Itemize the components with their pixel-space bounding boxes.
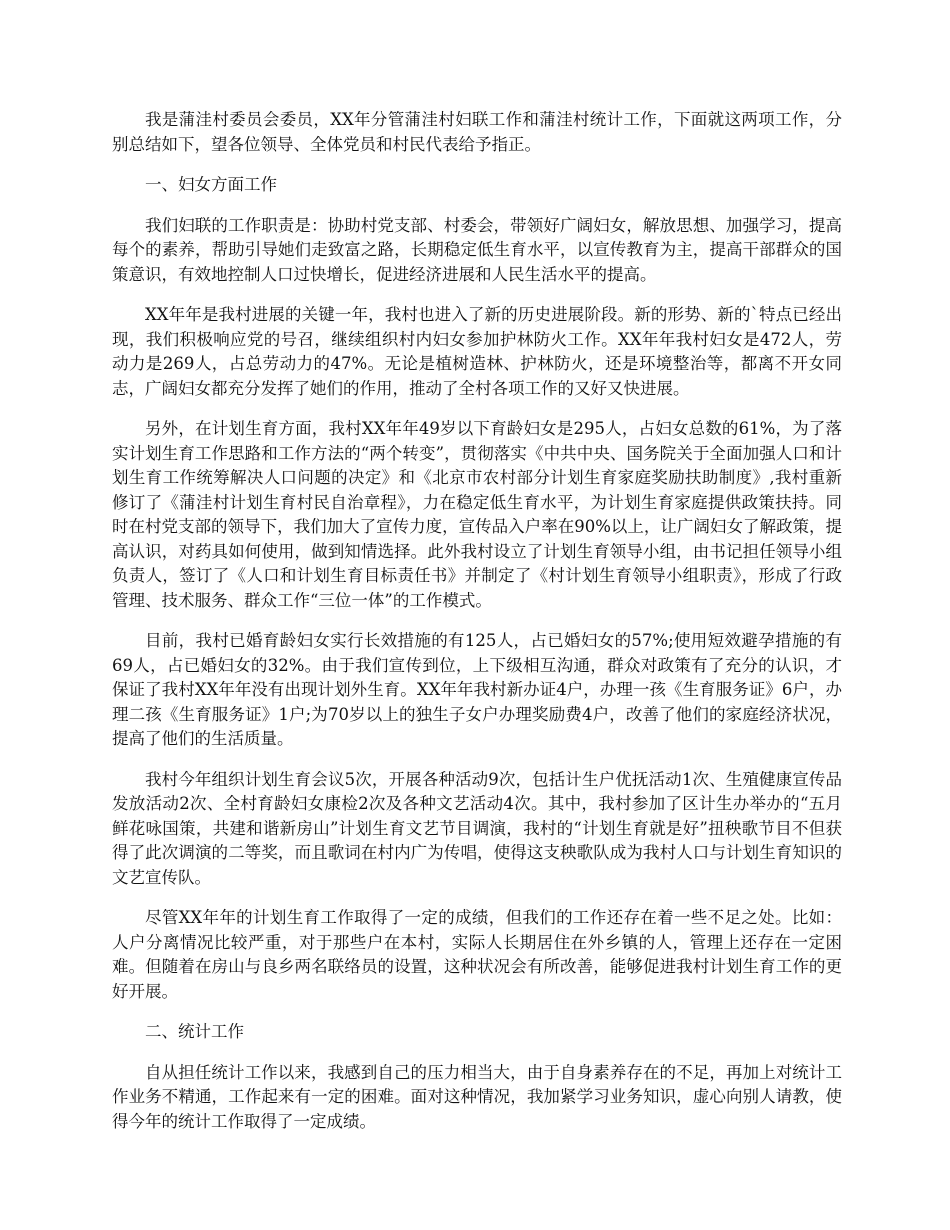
section-heading-statistics: 二、统计工作 bbox=[145, 1022, 244, 1041]
paragraph-statistics-work: 自从担任统计工作以来，我感到自己的压力相当大，由于自身素养存在的不足，再加上对统计工作业务不精通，工作起来有一定的困难。面对这种情况，我加紧学习业务知识，虚心向别人请教，使得今年的统计工作取得了一定成绩。 bbox=[112, 1062, 842, 1131]
paragraph-activities: 我村今年组织计划生育会议5次，开展各种活动9次，包括计生户优抚活动1次、生殖健康宣传品发放活动2次、全村育龄妇女康检2次及各种文艺活动4次。其中，我村参加了区计生办举办的“五月鲜花咏国策，共建和谐新房山”计划生育文艺节目调演，我村的“计划生育就是好”扭秧歌节目不但获得了此次调演的二等奖，而且歌词在村内广为传唱，使得这支秧歌队成为我村人口与计划生育知识的文艺宣传队。 bbox=[112, 769, 842, 887]
paragraph-family-planning: 另外，在计划生育方面，我村XX年年49岁以下育龄妇女是295人，占妇女总数的61%，为了落实计划生育工作思路和工作方法的“两个转变”，贯彻落实《中共中央、国务院关于全面加强人口和计划生育工作统筹解决人口问题的决定》和《北京市农村部分计划生育家庭奖励扶助制度》,我村重新修订了《蒲洼村计划生育村民自治章程》，力在稳定低生育水平，为计划生育家庭提供政策扶持。同时在村党支部的领导下，我们加大了宣传力度，宣传品入户率在90%以上，让广阔妇女了解政策，提高认识，对药具如何使用，做到知情选择。此外我村设立了计划生育领导小组，由书记担任领导小组负责人，签订了《人口和计划生育目标责任书》并制定了《村计划生育领导小组职责》，形成了行政管理、技术服务、群众工作“三位一体”的工作模式。 bbox=[112, 419, 842, 610]
paragraph-duties: 我们妇联的工作职责是：协助村党支部、村委会，带领好广阔妇女，解放思想、加强学习，提高每个的素养，帮助引导她们走致富之路，长期稳定低生育水平，以宣传教育为主，提高干部群众的国策意识，有效地控制人口过快增长，促进经济进展和人民生活水平的提高。 bbox=[112, 215, 842, 284]
document-body bbox=[112, 108, 842, 1150]
paragraph-key-year: XX年年是我村进展的关键一年，我村也进入了新的历史进展阶段。新的形势、新的`特点已经出现，我们积极响应党的号召，继续组织村内妇女参加护林防火工作。XX年年我村妇女是472人，劳动力是269人，占总劳动力的47%。无论是植树造林、护林防火，还是环境整治等，都离不开女同志，广阔妇女都充分发挥了她们的作用，推动了全村各项工作的又好又快进展。 bbox=[112, 305, 842, 398]
paragraph-current-status: 目前，我村已婚育龄妇女实行长效措施的有125人，占已婚妇女的57%;使用短效避孕措施的有69人，占已婚妇女的32%。由于我们宣传到位，上下级相互沟通，群众对政策有了充分的认识，才保证了我村XX年年没有出现计划外生育。XX年年我村新办证4户，办理一孩《生育服务证》6户，办理二孩《生育服务证》1户;为70岁以上的独生子女户办理奖励费4户，改善了他们的家庭经济状况，提高了他们的生活质量。 bbox=[112, 631, 842, 748]
section-heading-women-work: 一、妇女方面工作 bbox=[145, 175, 277, 194]
paragraph-shortcomings: 尽管XX年年的计划生育工作取得了一定的成绩，但我们的工作还存在着一些不足之处。比如：人户分离情况比较严重，对于那些户在本村，实际人长期居住在外乡镇的人，管理上还存在一定困难。但随着在房山与良乡两名联络员的设置，这种状况会有所改善，能够促进我村计划生育工作的更好开展。 bbox=[112, 908, 842, 1001]
intro-paragraph: 我是蒲洼村委员会委员，XX年分管蒲洼村妇联工作和蒲洼村统计工作，下面就这两项工作，分别总结如下，望各位领导、全体党员和村民代表给予指正。 bbox=[112, 110, 842, 154]
